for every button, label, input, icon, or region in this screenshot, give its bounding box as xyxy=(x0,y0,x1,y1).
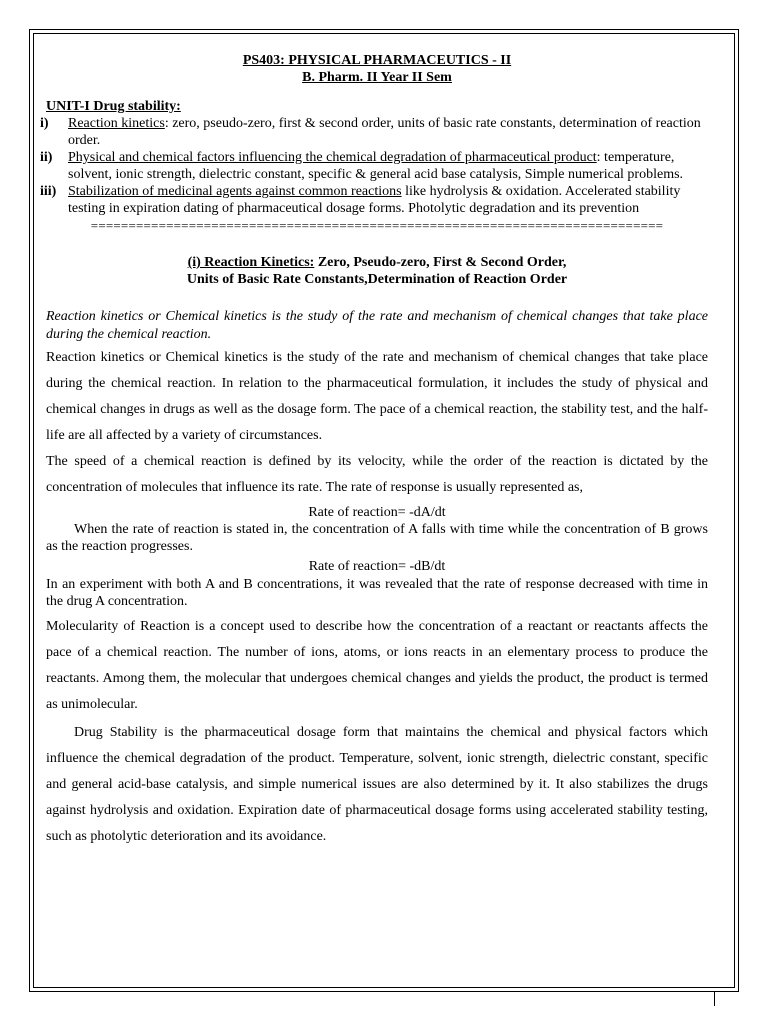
paragraph-6: Drug Stability is the pharmaceutical dosage form that maintains the chemical and physical factors which influence the chemical degradation of the product. Temperature, solvent, ionic strength, dielectric constant, specific and general acid-base catalysis, and simple numerical issues are also determined by it. It also stabilizes the drugs against hydrolysis and oxidation. Expiration date of pharmaceutical dosage forms using accelerated stability testing, such as photolytic deterioration and its avoidance. xyxy=(46,725,708,844)
syllabus-item-2 xyxy=(40,149,708,183)
paragraph-3: When the rate of reaction is stated in, the concentration of A falls with time while the concentration of B grows as the reaction progresses. xyxy=(46,522,708,554)
item-topic: Stabilization of medicinal agents against common reactions xyxy=(68,184,402,199)
item-topic: Physical and chemical factors influencing the chemical degradation of pharmaceutical product xyxy=(68,150,597,165)
item-detail: : zero, pseudo-zero, first & second order, units of basic rate constants, determination of reaction order. xyxy=(68,116,701,148)
document-body xyxy=(40,49,708,850)
syllabus-item-3 xyxy=(40,183,708,217)
syllabus-item-1 xyxy=(40,115,708,149)
item-detail: like hydrolysis & oxidation. Accelerated stability testing in expiration dating of pharmaceutical dosage forms. Photolytic degradation and its prevention xyxy=(68,184,681,216)
equation-1: Rate of reaction= -dA/dt xyxy=(308,505,446,520)
separator-line: ============================================================================ xyxy=(90,218,664,233)
paragraph-4: In an experiment with both A and B concentrations, it was revealed that the rate of response decreased with time in the drug A concentration. xyxy=(46,577,708,609)
intro-italic: Reaction kinetics or Chemical kinetics is the study of the rate and mechanism of chemical changes that take place during the chemical reaction. xyxy=(46,309,708,342)
item-number: iii) xyxy=(40,184,57,199)
item-number: i) xyxy=(40,116,49,131)
program-subtitle: B. Pharm. II Year II Sem xyxy=(302,70,452,85)
paragraph-2: The speed of a chemical reaction is defined by its velocity, while the order of the reaction is dictated by the concentration of molecules that influence its rate. The rate of response is usually represented as, xyxy=(46,454,708,495)
item-topic: Reaction kinetics xyxy=(68,116,165,131)
item-number: ii) xyxy=(40,150,53,165)
page-corner-mark xyxy=(714,992,715,1006)
section-subheading: Units of Basic Rate Constants,Determination of Reaction Order xyxy=(186,272,568,287)
paragraph-1: Reaction kinetics or Chemical kinetics is the study of the rate and mechanism of chemical changes that take place during the chemical reaction. In relation to the pharmaceutical formulation, it includes the study of physical and chemical changes in drugs as well as the dosage form. The pace of a chemical reaction, the stability test, and the half-life are all affected by a variety of circumstances. xyxy=(46,350,708,443)
course-title: PS403: PHYSICAL PHARMACEUTICS - II xyxy=(242,53,512,68)
paragraph-5: Molecularity of Reaction is a concept used to describe how the concentration of a reactant or reactants affects the pace of a chemical reaction. The number of ions, atoms, or ions reacts in an elementary process to produce the reactants. Among them, the molecular that undergoes chemical changes and yields the product, the product is termed as unimolecular. xyxy=(46,619,708,712)
unit-heading: UNIT-I Drug stability: xyxy=(46,99,181,114)
equation-2: Rate of reaction= -dB/dt xyxy=(308,559,446,574)
item-detail: : temperature, solvent, ionic strength, dielectric constant, specific & general acid base catalysis, Simple numerical problems. xyxy=(68,150,684,182)
section-heading: (i) Reaction Kinetics: Zero, Pseudo-zero, First & Second Order, xyxy=(187,255,567,270)
